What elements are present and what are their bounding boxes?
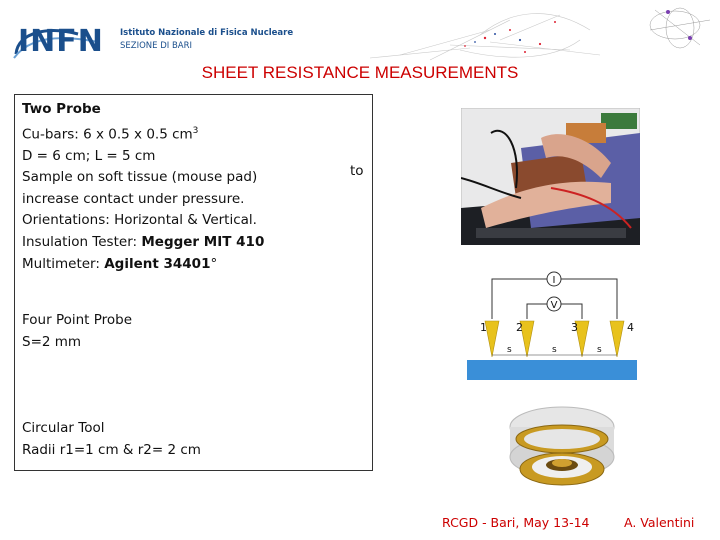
spacing-label-1: s [507,345,512,355]
tester-label: Insulation Tester: [22,234,142,251]
cu-bars-text: Cu-bars: 6 x 0.5 x 0.5 cm [22,126,193,143]
footer-author: A. Valentini [624,515,695,530]
probe-label-3: 3 [571,321,578,334]
current-symbol: I [552,275,556,286]
tester-line [22,232,264,254]
multimeter-model: Agilent 34401 [104,255,211,272]
multimeter-suffix: ° [210,255,218,272]
four-point-probe-diagram [467,259,637,383]
sample-line: Sample on soft tissue (mouse pad) [22,169,258,186]
two-probe-photo [461,108,640,245]
logo-section: SEZIONE DI BARI [120,41,193,51]
multimeter-line [22,254,264,276]
slide-title: SHEET RESISTANCE MEASUREMENTS [201,63,519,82]
dimensions-line: D = 6 cm; L = 5 cm [22,147,156,164]
multimeter-label: Multimeter: [22,255,105,272]
particle-tracks-decoration [250,0,720,70]
logo-text: INFN [18,24,104,59]
cu-bars-line [22,121,264,146]
cu-bars-exponent: 3 [192,125,199,136]
tester-model: Megger MIT 410 [141,234,265,251]
four-point-heading: Four Point Probe [22,312,133,328]
circular-tool-render [491,389,633,503]
spacing-label-2: s [552,345,557,355]
spacing-label-3: s [597,345,602,355]
substrate [467,360,637,380]
circular-tool-heading: Circular Tool [22,420,105,436]
infn-logo [4,20,294,64]
logo-institute: Istituto Nazionale di Fisica Nucleare [120,28,294,38]
footer-conference: RCGD - Bari, May 13-14 [442,515,590,530]
contact-line: increase contact under pressure. [22,190,245,207]
circular-tool-section [22,418,201,461]
probe-label-1: 1 [480,321,487,334]
connector-label: to [350,163,364,179]
two-probe-heading: Two Probe [22,101,101,117]
circular-tool-radii: Radii r1=1 cm & r2= 2 cm [22,441,201,458]
content-box [14,94,373,471]
probe-label-4: 4 [627,321,634,334]
four-point-spacing: S=2 mm [22,333,82,350]
voltage-symbol: V [550,300,558,311]
four-point-section [22,310,132,353]
two-probe-section [22,99,264,275]
orientations-line: Orientations: Horizontal & Vertical. [22,212,257,229]
probe-label-2: 2 [516,321,523,334]
